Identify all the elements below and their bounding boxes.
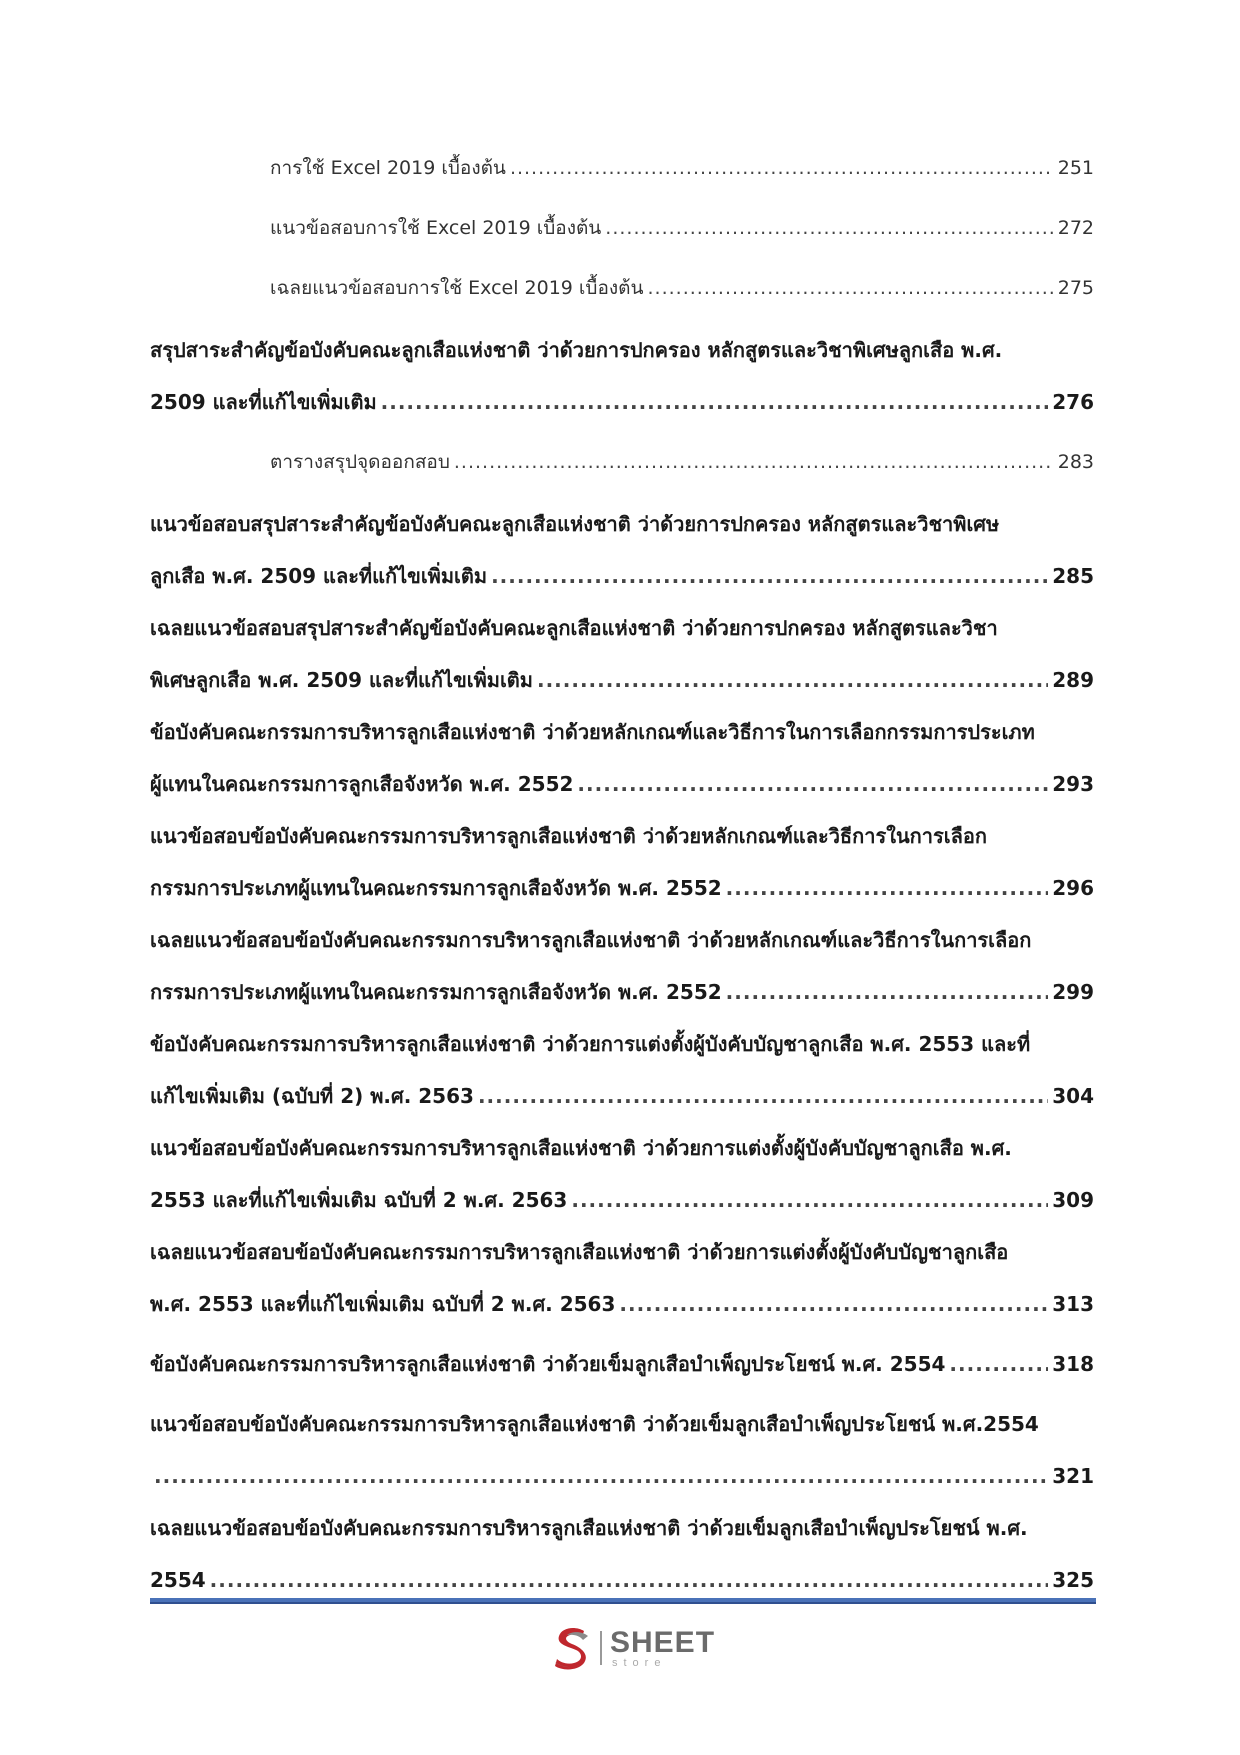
toc-entry-service-badge-exam[interactable]	[150, 1450, 1094, 1502]
dot-leader	[491, 550, 1048, 602]
toc-entry-line1: แนวข้อสอบข้อบังคับคณะกรรมการบริหารลูกเสือแห่งชาติ ว่าด้วยเข็มลูกเสือบำเพ็ญประโยชน์ พ.ศ.2554	[150, 1412, 1039, 1436]
toc-entry-title: ลูกเสือ พ.ศ. 2509 และที่แก้ไขเพิ่มเติม	[150, 564, 488, 588]
toc-entry-committee-selection[interactable]	[150, 758, 1094, 810]
toc-entry-committee-selection-exam[interactable]	[150, 862, 1094, 914]
toc-entry-page: 318	[1052, 1352, 1094, 1376]
toc-entry-page: 285	[1052, 564, 1094, 588]
dot-leader	[577, 758, 1048, 810]
toc-entry-title: การใช้ Excel 2019 เบื้องต้น	[270, 157, 506, 179]
toc-entry-page: 313	[1052, 1292, 1094, 1316]
toc-entry-line1: เฉลยแนวข้อสอบข้อบังคับคณะกรรมการบริหารลูกเสือแห่งชาติ ว่าด้วยการแต่งตั้งผู้บังคับบัญชาลูกเสือ	[150, 1240, 1009, 1264]
toc-entry-title: ผู้แทนในคณะกรรมการลูกเสือจังหวัด พ.ศ. 2552	[150, 772, 574, 796]
toc-entry-commander-appointment[interactable]	[150, 1070, 1094, 1122]
toc-entry-exam-points-table[interactable]	[270, 436, 1094, 488]
toc-entry-title: กรรมการประเภทผู้แทนในคณะกรรมการลูกเสือจังหวัด พ.ศ. 2552	[150, 876, 722, 900]
toc-entry-scout-summary-answers[interactable]	[150, 654, 1094, 706]
toc-entry-commander-appointment-answers[interactable]	[150, 1278, 1094, 1330]
toc-entry-page: 299	[1052, 980, 1094, 1004]
toc-entry-page: 304	[1052, 1084, 1094, 1108]
toc-entry-page: 251	[1057, 157, 1094, 179]
toc-entry-line1: ข้อบังคับคณะกรรมการบริหารลูกเสือแห่งชาติ ว่าด้วยการแต่งตั้งผู้บังคับบัญชาลูกเสือ พ.ศ. 2553 และที่	[150, 1032, 1031, 1056]
toc-entry-excel-basics[interactable]	[270, 142, 1094, 194]
toc-entry-committee-selection-answers[interactable]	[150, 966, 1094, 1018]
dot-leader	[648, 262, 1054, 314]
toc-entry-page: 325	[1052, 1568, 1094, 1592]
toc-entry-title: พิเศษลูกเสือ พ.ศ. 2509 และที่แก้ไขเพิ่มเติม	[150, 668, 533, 692]
toc-entry-title: ข้อบังคับคณะกรรมการบริหารลูกเสือแห่งชาติ ว่าด้วยเข็มลูกเสือบำเพ็ญประโยชน์ พ.ศ. 2554	[150, 1352, 946, 1376]
toc-entry-title: 2553 และที่แก้ไขเพิ่มเติม ฉบับที่ 2 พ.ศ. 2563	[150, 1188, 568, 1212]
toc-entry-page: 296	[1052, 876, 1094, 900]
toc-entry-title: กรรมการประเภทผู้แทนในคณะกรรมการลูกเสือจังหวัด พ.ศ. 2552	[150, 980, 722, 1004]
dot-leader	[726, 966, 1049, 1018]
sheet-store-logo-icon	[550, 1623, 594, 1673]
dot-leader	[381, 376, 1049, 428]
dot-leader	[619, 1278, 1048, 1330]
dot-leader	[478, 1070, 1048, 1122]
toc-entry-page: 293	[1052, 772, 1094, 796]
toc-entry-page: 289	[1052, 668, 1094, 692]
toc-entry-line1: แนวข้อสอบสรุปสาระสำคัญข้อบังคับคณะลูกเสือแห่งชาติ ว่าด้วยการปกครอง หลักสูตรและวิชาพิเศษ	[150, 512, 1000, 536]
sheet-store-logo[interactable]	[550, 1620, 720, 1676]
dot-leader	[454, 436, 1054, 488]
toc-entry-title: 2509 และที่แก้ไขเพิ่มเติม	[150, 390, 377, 414]
toc-entry-page: 272	[1057, 217, 1094, 239]
toc-entry-commander-appointment-exam[interactable]	[150, 1174, 1094, 1226]
toc-entry-line1: เฉลยแนวข้อสอบข้อบังคับคณะกรรมการบริหารลูกเสือแห่งชาติ ว่าด้วยเข็มลูกเสือบำเพ็ญประโยชน์ พ.ศ.	[150, 1516, 1028, 1540]
footer-divider	[150, 1598, 1096, 1604]
toc-entry-title: 2554	[150, 1568, 206, 1592]
toc-entry-line1: แนวข้อสอบข้อบังคับคณะกรรมการบริหารลูกเสือแห่งชาติ ว่าด้วยการแต่งตั้งผู้บังคับบัญชาลูกเสือ พ.ศ.	[150, 1136, 1012, 1160]
toc-entry-title: พ.ศ. 2553 และที่แก้ไขเพิ่มเติม ฉบับที่ 2 พ.ศ. 2563	[150, 1292, 616, 1316]
toc-entry-excel-exam[interactable]	[270, 202, 1094, 254]
toc-entry-title: แนวข้อสอบการใช้ Excel 2019 เบื้องต้น	[270, 217, 602, 239]
toc-entry-line1: เฉลยแนวข้อสอบข้อบังคับคณะกรรมการบริหารลูกเสือแห่งชาติ ว่าด้วยหลักเกณฑ์และวิธีการในการเลือก	[150, 928, 1032, 952]
toc-entry-line1: แนวข้อสอบข้อบังคับคณะกรรมการบริหารลูกเสือแห่งชาติ ว่าด้วยหลักเกณฑ์และวิธีการในการเลือก	[150, 824, 987, 848]
toc-entry-scout-summary-exam[interactable]	[150, 550, 1094, 602]
dot-leader	[571, 1174, 1048, 1226]
dot-leader	[726, 862, 1049, 914]
toc-entry-excel-answers[interactable]	[270, 262, 1094, 314]
toc-entry-line1: สรุปสาระสำคัญข้อบังคับคณะลูกเสือแห่งชาติ ว่าด้วยการปกครอง หลักสูตรและวิชาพิเศษลูกเสือ พ.ศ.	[150, 338, 1003, 362]
toc-entry-title: เฉลยแนวข้อสอบการใช้ Excel 2019 เบื้องต้น	[270, 277, 644, 299]
toc-entry-scout-summary[interactable]	[150, 376, 1094, 428]
dot-leader	[154, 1450, 1048, 1502]
toc-entry-title: แก้ไขเพิ่มเติม (ฉบับที่ 2) พ.ศ. 2563	[150, 1084, 474, 1108]
toc-entry-service-badge[interactable]	[150, 1338, 1094, 1390]
toc-entry-line1: เฉลยแนวข้อสอบสรุปสาระสำคัญข้อบังคับคณะลูกเสือแห่งชาติ ว่าด้วยการปกครอง หลักสูตรและวิชา	[150, 616, 998, 640]
dot-leader	[949, 1338, 1048, 1390]
toc-entry-page: 275	[1057, 277, 1094, 299]
toc-entry-line1: ข้อบังคับคณะกรรมการบริหารลูกเสือแห่งชาติ ว่าด้วยหลักเกณฑ์และวิธีการในการเลือกกรรมการประเภท	[150, 720, 1035, 744]
toc-entry-title: ตารางสรุปจุดออกสอบ	[270, 451, 450, 473]
logo-separator	[600, 1631, 602, 1665]
dot-leader	[605, 202, 1053, 254]
dot-leader	[510, 142, 1054, 194]
toc-entry-page: 321	[1052, 1464, 1094, 1488]
toc-entry-page: 283	[1057, 451, 1094, 473]
toc-entry-page: 276	[1052, 390, 1094, 414]
logo-wordmark	[610, 1625, 716, 1669]
dot-leader	[537, 654, 1048, 706]
logo-brand-sub: store	[612, 1656, 667, 1669]
logo-brand: SHEET	[610, 1625, 716, 1659]
toc-entry-page: 309	[1052, 1188, 1094, 1212]
